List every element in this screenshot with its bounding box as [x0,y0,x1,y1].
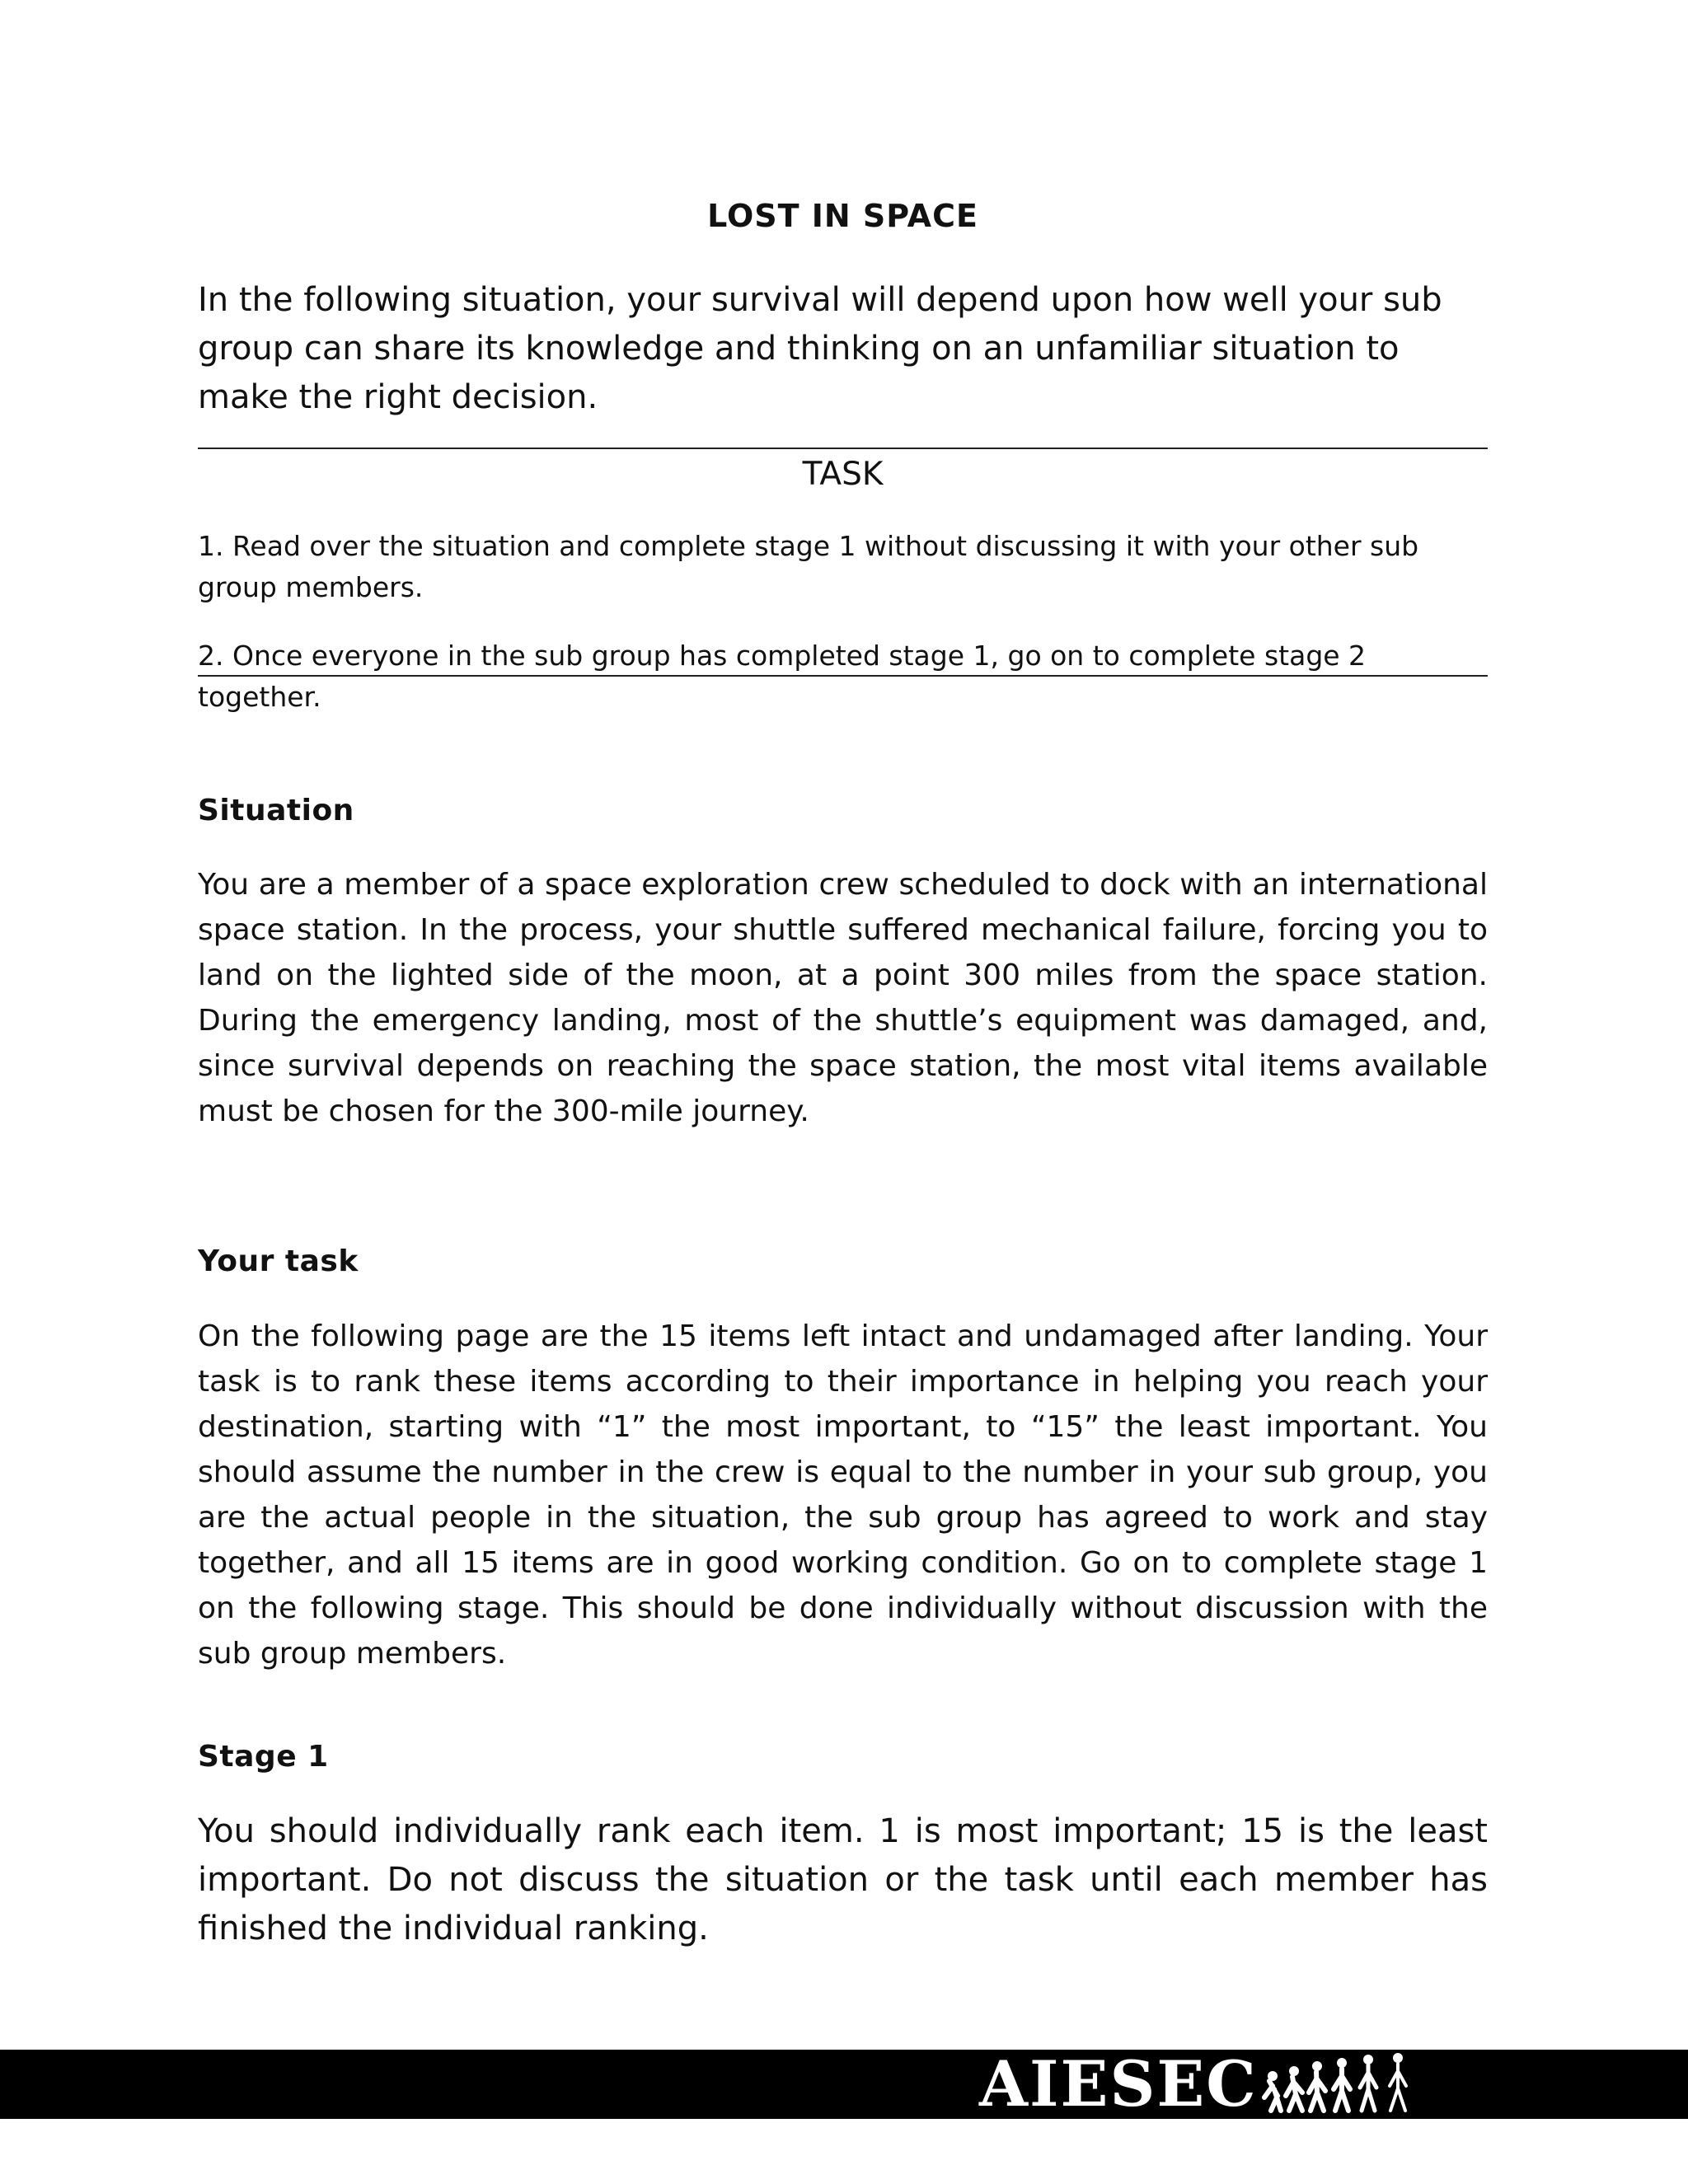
page-title: LOST IN SPACE [707,198,978,234]
task-item-2: 2. Once everyone in the sub group has completed stage 1, go on to complete stage 2 together. [198,640,1367,713]
situation-body: You are a member of a space exploration crew scheduled to dock with an international space station. In the process, your shuttle suffered mechanical failure, forcing you to land on the lighted side of the moon, at a point 300 miles from the space station. During the emergency landing, most of the shuttle’s equipment was damaged, and, since survival depends on reaching the space station, the most vital items available must be chosen for the 300-mile journey. [198,868,1488,1128]
stage1-heading: Stage 1 [198,1740,329,1774]
situation-heading: Situation [198,794,354,827]
task-top-rule [198,448,1488,449]
footer-bar [0,2047,1688,2121]
your-task-heading: Your task [198,1244,359,1278]
walking-people-evolution-icon [1261,2051,1426,2117]
intro-paragraph: In the following situation, your survival will depend upon how well your sub group can share its knowledge and thinking on an unfamiliar situation to make the right decision. [198,281,1442,416]
aiesec-logo [979,2047,1426,2121]
stage1-body: You should individually rank each item. 1 is most important; 15 is the least important. Do not discuss the situation or the task until each member has finished the individual ranking. [198,1812,1488,1947]
task-bottom-rule [198,675,1488,677]
logo-text: AIESEC [979,2047,1258,2121]
task-heading: TASK [802,456,884,493]
task-item-1: 1. Read over the situation and complete stage 1 without discussing it with your other sub group members. [198,530,1419,603]
your-task-body: On the following page are the 15 items left intact and undamaged after landing. Your task is to rank these items according to their importance in helping you reach your destination, starting with “1” the most important, to “15” the least important. You should assume the number in the crew is equal to the number in your sub group, you are the actual people in the situation, the sub group has agreed to work and stay together, and all 15 items are in good working condition. Go on to complete stage 1 on the following stage. This should be done individually without discussion with the sub group members. [198,1319,1488,1671]
